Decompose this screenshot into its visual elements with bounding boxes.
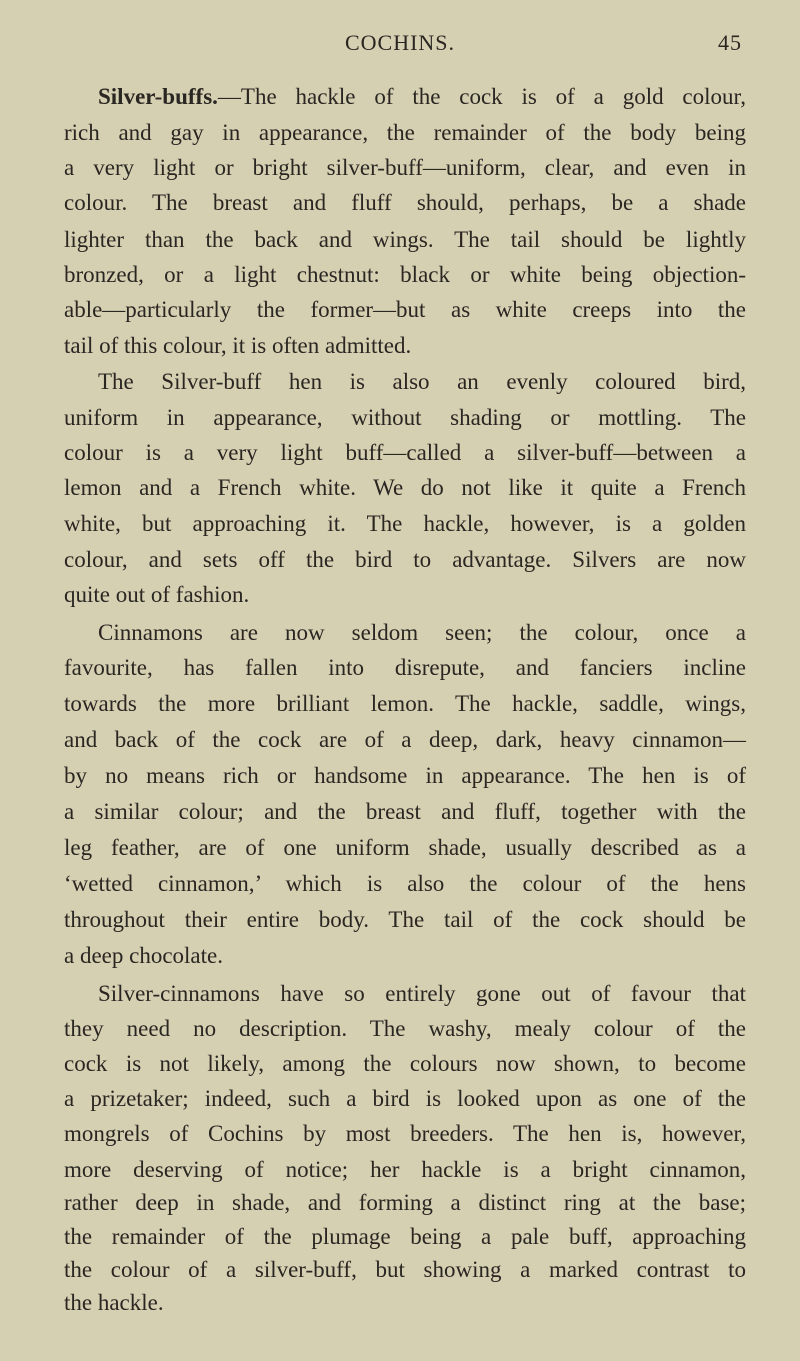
text-line: [64, 1085, 746, 1113]
text-line: [64, 654, 746, 682]
text-line: [64, 154, 746, 182]
text-line: [64, 1050, 746, 1078]
line-text: white, but approaching it. The hackle, however, is a golden: [64, 511, 746, 536]
line-text: able—particularly the former—but as white creeps into the: [64, 297, 746, 322]
text-line: [64, 1189, 746, 1217]
line-text: towards the more brilliant lemon. The hackle, saddle, wings,: [64, 691, 746, 716]
text-line: [64, 980, 746, 1008]
line-text: lemon and a French white. We do not like it quite a French: [64, 475, 746, 500]
line-text: favourite, has fallen into disrepute, and fanciers incline: [64, 655, 746, 680]
text-line: [64, 581, 746, 609]
text-line: [64, 296, 746, 324]
text-line: [64, 1256, 746, 1284]
text-line: [64, 510, 746, 538]
line-text: leg feather, are of one uniform shade, usually described as a: [64, 835, 746, 860]
text-line: [64, 439, 746, 467]
text-line: [64, 1223, 746, 1251]
text-line: [64, 1120, 746, 1148]
text-line: [64, 261, 746, 289]
line-text: more deserving of notice; her hackle is a bright cinnamon,: [64, 1157, 746, 1182]
line-text: they need no description. The washy, mealy colour of the: [64, 1016, 746, 1041]
running-head: COCHINS.: [344, 30, 456, 55]
text-line: [64, 870, 746, 898]
line-text: tail of this colour, it is often admitted.: [64, 333, 412, 358]
line-text: bronzed, or a light chestnut: black or white being objection-: [64, 262, 746, 287]
line-text: uniform in appearance, without shading or mottling. The: [64, 405, 746, 430]
line-text: a deep chocolate.: [64, 943, 223, 968]
text-line: [64, 619, 746, 647]
line-text: lighter than the back and wings. The tail should be lightly: [64, 227, 746, 252]
line-text: by no means rich or handsome in appearance. The hen is of: [64, 763, 746, 788]
line-text: a prizetaker; indeed, such a bird is looked upon as one of the: [64, 1086, 746, 1111]
text-line: [64, 942, 746, 970]
line-text: Silver-cinnamons have so entirely gone out of favour that: [98, 981, 746, 1006]
line-text: mongrels of Cochins by most breeders. The hen is, however,: [64, 1121, 746, 1146]
line-text: The Silver-buff hen is also an evenly coloured bird,: [98, 369, 746, 394]
paragraph-lead: Silver-buffs.: [98, 84, 218, 109]
line-text: and back of the cock are of a deep, dark, heavy cinnamon—: [64, 727, 746, 752]
text-line: [64, 546, 746, 574]
text-line: [64, 762, 746, 790]
line-text: rather deep in shade, and forming a distinct ring at the base;: [64, 1190, 746, 1215]
line-text: rich and gay in appearance, the remainder of the body being: [64, 120, 746, 145]
text-line: [64, 332, 746, 360]
text-line: [64, 189, 746, 217]
line-text: the hackle.: [64, 1290, 164, 1315]
line-text: a very light or bright silver-buff—uniform, clear, and even in: [64, 155, 746, 180]
text-line: [64, 1289, 746, 1317]
line-text: a similar colour; and the breast and fluff, together with the: [64, 799, 746, 824]
text-line: [64, 1156, 746, 1184]
text-line: [64, 119, 746, 147]
line-text: the colour of a silver-buff, but showing a marked contrast to: [64, 1257, 746, 1282]
line-text: colour, and sets off the bird to advantage. Silvers are now: [64, 547, 746, 572]
line-text: quite out of fashion.: [64, 582, 250, 607]
text-line: [64, 368, 746, 396]
line-text: cock is not likely, among the colours now shown, to become: [64, 1051, 746, 1076]
text-line: [64, 834, 746, 862]
text-line: [64, 906, 746, 934]
page-number: 45: [718, 30, 742, 55]
text-line: [64, 690, 746, 718]
line-text: ‘wetted cinnamon,’ which is also the colour of the hens: [64, 871, 746, 896]
text-line: [64, 83, 746, 111]
text-line: [64, 798, 746, 826]
line-text: throughout their entire body. The tail of the cock should be: [64, 907, 746, 932]
text-line: [64, 474, 746, 502]
text-line: [64, 226, 746, 254]
line-text: Cinnamons are now seldom seen; the colour, once a: [98, 620, 746, 645]
line-text: the remainder of the plumage being a pale buff, approaching: [64, 1224, 746, 1249]
text-line: [64, 1015, 746, 1043]
line-text: —The hackle of the cock is of a gold colour,: [217, 84, 746, 109]
line-text: colour is a very light buff—called a silver-buff—between a: [64, 440, 746, 465]
line-text: colour. The breast and fluff should, perhaps, be a shade: [64, 190, 746, 215]
text-line: [64, 726, 746, 754]
text-line: [64, 404, 746, 432]
